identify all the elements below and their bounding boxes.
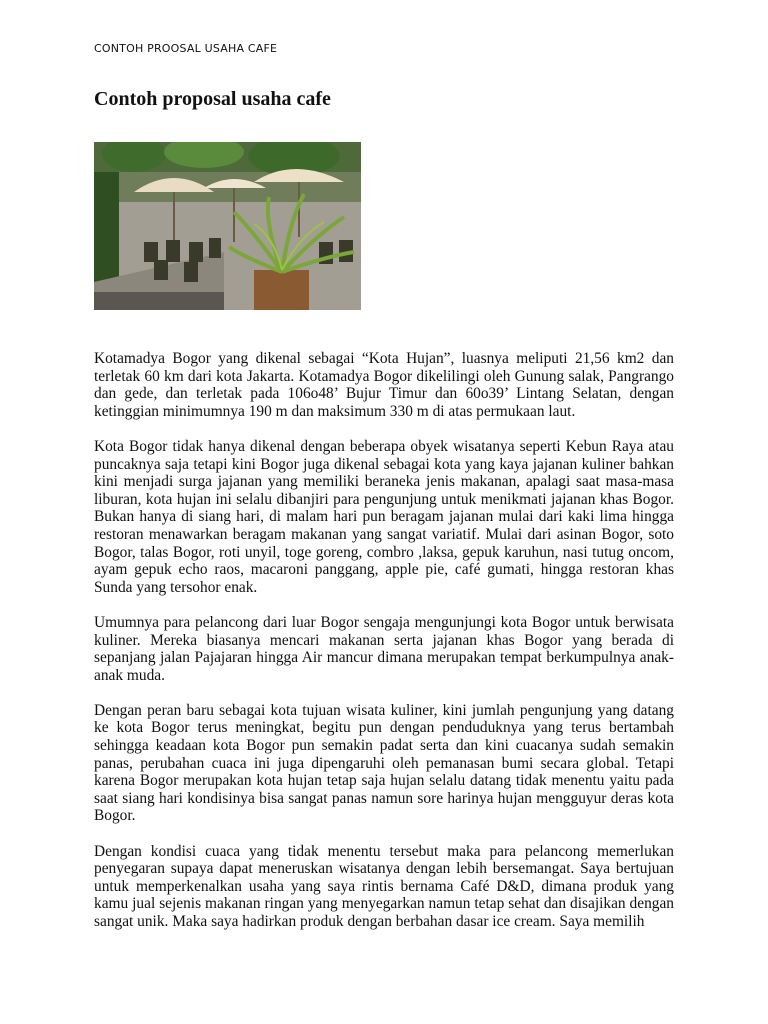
page-header: CONTOH PROOSAL USAHA CAFE (94, 42, 278, 55)
cafe-photo (94, 142, 361, 310)
paragraph-4: Dengan peran baru sebagai kota tujuan wisata kuliner, kini jumlah pengunjung yang datang ke kota Bogor terus meningkat, begitu pun dengan penduduknya yang terus bertambah sehingga keadaan kota Bogor pun semakin padat serta dan kini cuacanya sudah semakin panas, perubahan cuaca ini juga dipengaruhi oleh pemanasan bumi secara global. Tetapi karena Bogor merupakan kota hujan tetap saja hujan selalu datang tidak menentu yaitu pada saat siang hari kondisinya bisa sangat panas namun sore harinya hujan mengguyur deras kota Bogor. (94, 701, 674, 825)
body-text (94, 350, 674, 948)
document-title: Contoh proposal usaha cafe (94, 88, 331, 110)
paragraph-2: Kota Bogor tidak hanya dikenal dengan beberapa obyek wisatanya seperti Kebun Raya atau puncaknya saja tetapi kini Bogor juga dikenal sebagai kota yang kaya jajanan kuliner bahkan kini menjadi surga jajanan yang memiliki beraneka jenis makanan, apalagi saat masa-masa liburan, kota hujan ini selalu dibanjiri para pengunjung untuk menikmati jajanan khas Bogor. Bukan hanya di siang hari, di malam hari pun beragam jajanan mulai dari kaki lima hingga restoran menawarkan beragam makanan yang sangat variatif. Mulai dari asinan Bogor, soto Bogor, talas Bogor, roti unyil, toge goreng, combro ,laksa, gepuk karuhun, nasi tutug oncom, ayam gepuk echo raos, macaroni panggang, apple pie, café gumati, hingga restoran khas Sunda yang tersohor enak. (94, 437, 674, 596)
paragraph-5: Dengan kondisi cuaca yang tidak menentu tersebut maka para pelancong memerlukan penyegaran supaya dapat meneruskan wisatanya dengan lebih bersemangat. Saya bertujuan untuk memperkenalkan usaha yang saya rintis bernama Café D&D, dimana produk yang kamu jual sejenis makanan ringan yang menyegarkan namun tetap sehat dan disajikan dengan sangat unik. Maka saya hadirkan produk dengan berbahan dasar ice cream. Saya memilih (94, 842, 674, 930)
paragraph-3: Umumnya para pelancong dari luar Bogor sengaja mengunjungi kota Bogor untuk berwisata kuliner. Mereka biasanya mencari makanan serta jajanan khas Bogor yang berada di sepanjang jalan Pajajaran hingga Air mancur dimana merupakan tempat berkumpulnya anak-anak muda. (94, 613, 674, 684)
paragraph-1: Kotamadya Bogor yang dikenal sebagai “Kota Hujan”, luasnya meliputi 21,56 km2 dan terletak 60 km dari kota Jakarta. Kotamadya Bogor dikelilingi oleh Gunung salak, Pangrango dan gede, dan terletak pada 106o48’ Bujur Timur dan 60o39’ Lintang Selatan, dengan ketinggian minimumnya 190 m dan maksimum 330 m di atas permukaan laut. (94, 350, 674, 420)
